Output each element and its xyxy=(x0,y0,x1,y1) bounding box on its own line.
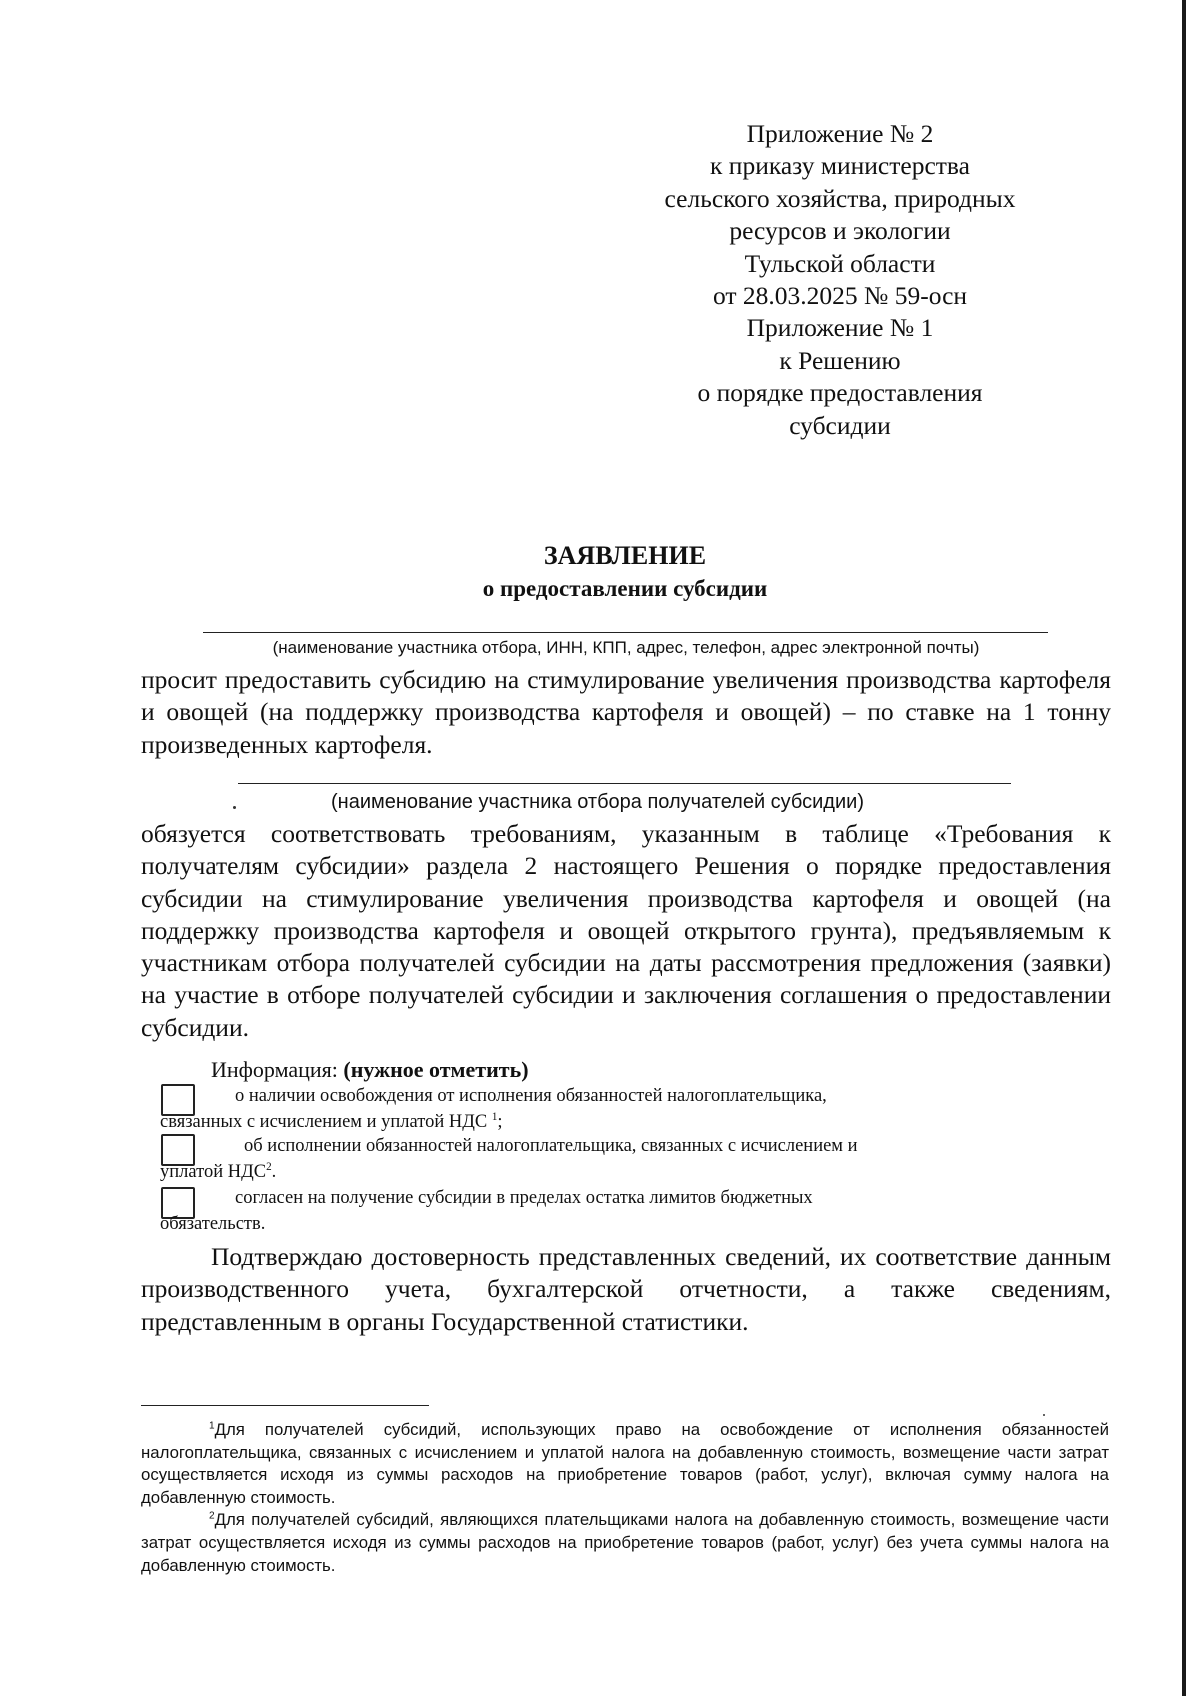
header-line: Приложение № 2 xyxy=(746,119,934,148)
stray-dot xyxy=(1043,1414,1045,1416)
applicant-fill-line xyxy=(203,632,1048,633)
option-line: об исполнении обязанностей налогоплательщика, связанных с исчислением и xyxy=(244,1136,858,1156)
participant-caption: (наименование участника отбора получателей субсидии) xyxy=(331,791,864,813)
option-vat-payer xyxy=(160,1134,982,1185)
confirmation-paragraph xyxy=(141,1241,1111,1338)
footnote: $^1$Для получателей субсидий, использующих право на освобождение от исполнения обязанностей налогоплательщика, связанных с исчислением и уплатой налога на добавленную стоимость, возмещение части затрат осуществляется исходя из суммы расходов на приобретение товаров (работ, услуг), включая сумму налога на добавленную стоимость. xyxy=(141,1420,1109,1507)
header-line: Тульской области xyxy=(744,248,936,278)
request-paragraph xyxy=(141,664,1111,761)
header-line: от 28.03.2025 № 59-осн xyxy=(712,281,968,311)
header-line: Приложение № 1 xyxy=(746,313,934,343)
header-line: к Решению xyxy=(779,345,901,375)
option-vat-exemption xyxy=(160,1084,982,1135)
header-line: к приказу министерства xyxy=(710,151,970,181)
obligation-text: обязуется соответствовать требованиям, указанным в таблице «Требования к получателям субсидии» раздела 2 настоящего Решения о порядке предоставления субсидии на стимулирование увеличения производства картофеля и овощей (на поддержку производства картофеля и овощей открытого грунта), предъявляемым к участникам отбора получателей субсидии на даты рассмотрения предложения (заявки) на участие в отборе получателей субсидии и заключения соглашения о предоставлении субсидии. xyxy=(141,819,1111,1042)
option-line: связанных с исчислением и уплатой НДС $^1$; xyxy=(160,1110,503,1132)
header-line: субсидии xyxy=(789,410,891,440)
document-subtitle: о предоставлении субсидии xyxy=(482,576,768,601)
option-line: обязательств. xyxy=(160,1213,266,1234)
stray-dot xyxy=(233,806,236,809)
footnote-separator xyxy=(141,1405,429,1406)
option-line: уплатой НДС$^2$. xyxy=(160,1160,277,1182)
applicant-caption: (наименование участника отбора, ИНН, КПП, адрес, телефон, адрес электронной почты) xyxy=(272,638,980,657)
option-line: согласен на получение субсидии в пределах остатка лимитов бюджетных xyxy=(235,1188,813,1208)
page-edge xyxy=(1182,0,1186,1696)
info-heading xyxy=(211,1057,529,1083)
header-line: ресурсов и экологии xyxy=(729,216,951,246)
header-line: сельского хозяйства, природных xyxy=(664,183,1016,213)
document-title: ЗАЯВЛЕНИЕ xyxy=(543,541,707,570)
header-line: о порядке предоставления xyxy=(697,378,983,408)
info-label: Информация: xyxy=(211,1057,338,1082)
appendix-header xyxy=(610,118,1070,442)
participant-fill-line xyxy=(238,783,1011,784)
footnotes xyxy=(141,1419,1109,1577)
option-budget-limits xyxy=(160,1186,982,1237)
option-line: о наличии освобождения от исполнения обязанностей налогоплательщика, xyxy=(235,1086,827,1106)
footnote: $^2$Для получателей субсидий, являющихся плательщиками налога на добавленную стоимость, возмещение части затрат осуществляется исходя из суммы расходов на приобретение товаров (работ, услуг) без учета суммы налога на добавленную стоимость. xyxy=(141,1510,1109,1575)
obligation-paragraph xyxy=(141,818,1111,1044)
info-note: (нужное отметить) xyxy=(343,1057,529,1082)
request-text: просит предоставить субсидию на стимулирование увеличения производства картофеля и овощей (на поддержку производства картофеля и овощей) – по ставке на 1 тонну произведенных картофеля. xyxy=(141,665,1111,759)
confirmation-text: Подтверждаю достоверность представленных сведений, их соответствие данным производственного учета, бухгалтерской отчетности, а также сведениям, представленным в органы Государственной статистики. xyxy=(141,1242,1111,1336)
